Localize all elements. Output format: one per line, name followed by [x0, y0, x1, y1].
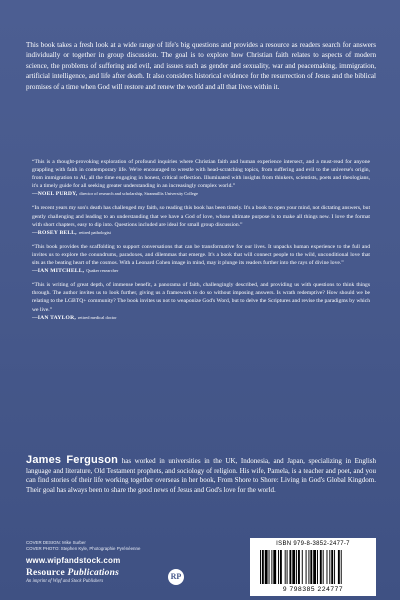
publisher-block [26, 568, 119, 585]
barcode-bar [260, 550, 261, 584]
barcode-digits: 9 798385 224777 [282, 586, 344, 593]
barcode-bar [308, 550, 309, 584]
endorsement-text: “This is a thought-provoking exploration of profound inquiries where Christian faith and human experience intersect, and a must-read for anyone grappling with faith in contemporary life. We're encouraged to wrestle with head-scratching topics, from suffering and evil to the universe's origin, from immigration to AI, all the time engaging in honest, critical reflection. Illuminated with insights from thinkers, scientists, poets and theologians, it's a timely guide for all seeking greater understanding in an increasingly complex world.” [32, 159, 370, 190]
endorsement-ian-mitchell [32, 243, 370, 275]
barcode-bar [278, 550, 279, 584]
barcode-bar [285, 550, 286, 584]
endorsements [32, 158, 370, 328]
barcode-bar [313, 550, 316, 584]
publisher-name-main: Resource [26, 568, 65, 578]
barcode-bar [323, 550, 324, 584]
endorsement-attribution [32, 267, 370, 275]
barcode-bar [338, 550, 340, 584]
barcode-bar [341, 550, 342, 584]
barcode-bar [327, 550, 328, 584]
barcode-bar [298, 550, 300, 584]
isbn-barcode [250, 538, 376, 596]
cover-design-credit: COVER DESIGN: Mike Surber [26, 540, 86, 545]
endorser-name: —IAN TAYLOR, [32, 314, 76, 321]
barcode-bar [320, 550, 322, 584]
endorsement-text: “This book provides the scaffolding to support conversations that can be transformative for our lives. It unpacks human experience to the full and invites us to explore the conundrums, paradoxes, and dilemmas that emerge. It's a book that will connect people to the wild, unconditional love that sits as the beating heart of the cosmos. With a Leonard Cohen image in mind, may it plunge its readers further into the rays of divine love.” [32, 243, 370, 267]
endorser-role: retired medical doctor [77, 314, 117, 320]
endorser-role: Quaker researcher [86, 268, 119, 274]
barcode-bar [289, 550, 291, 584]
endorser-name: —IAN MITCHELL, [32, 268, 85, 275]
cover-photo-credit: COVER PHOTO: Stephen Kyle, Photographie Pyrénéenne [26, 546, 141, 551]
isbn-label: ISBN 979-8-3852-2477-7 [276, 541, 350, 547]
book-description: This book takes a fresh look at a wide range of life's big questions and provides a resource as readers search for answers individually or together in group discussion. The goal is to explore how Christian faith relates to aspects of modern science, the problems of suffering and evil, and issues such as gender and sexuality, war and peacemaking, immigration, artificial intelligence, and life after death. It also considers historical evidence for the resurrection of Jesus and the biblical promises of a time when God will restore and renew the world and all that lives within it. [26, 41, 376, 91]
barcode-icon [260, 550, 366, 584]
endorsement-attribution [32, 190, 370, 198]
barcode-bar [329, 550, 330, 584]
publisher-logo-icon: RP [168, 569, 184, 585]
barcode-bar [317, 550, 318, 584]
barcode-bar [273, 550, 276, 584]
endorsement-rosey-bell [32, 204, 370, 236]
barcode-bar [280, 550, 282, 584]
endorser-role: director of research and scholarship, Stranmillis University College [79, 191, 198, 197]
author-bio-text: has worked in universities in the UK, Indonesia, and Japan, specializing in English language and literature, Old Testament prophets, and sociology of religion. His wife, Pamela, is a teacher and poet, and you can find stories of their life working together overseas in her book, From Shore to Shore: Living in God's Global Kingdom. Their goal has always been to share the good news of Jesus and God's love for the world. [26, 457, 376, 495]
endorsement-text: “This is writing of great depth, of immense benefit, a panorama of faith, challengingly described, and providing us with questions to think things through. The author invites us to look further, giving us a framework to do so without imposing answers. Is wrath redemptive? How should we be relating to the LGBTQ+ community? The book invites us not to weaponize God's Word, but to delve the Scriptures and revise the paradigms by which we live.” [32, 282, 370, 313]
publisher-imprint: An imprint of Wipf and Stock Publishers [26, 579, 104, 584]
publisher-name-italic: Publications [67, 568, 119, 578]
endorser-name: —ROSEY BELL, [32, 229, 77, 236]
endorsement-attribution [32, 314, 370, 322]
endorsement-attribution [32, 229, 370, 237]
barcode-bar [306, 550, 307, 584]
publisher-website[interactable]: www.wipfandstock.com [26, 556, 121, 565]
barcode-bar [310, 550, 312, 584]
barcode-bar [262, 550, 264, 584]
barcode-bar [287, 550, 288, 584]
barcode-bar [271, 550, 272, 584]
cover-credits [26, 540, 140, 552]
barcode-bar [269, 550, 270, 584]
publisher-name [26, 568, 119, 579]
barcode-bar [296, 550, 297, 584]
barcode-bar [331, 550, 333, 584]
endorser-name: —NOEL PURDY, [32, 191, 78, 198]
endorser-role: retired pathologist [78, 229, 111, 235]
barcode-bar [292, 550, 295, 584]
endorsement-text: “In recent years my son's death has challenged my faith, so reading this book has been timely. It's a book to open your mind, not dictating answers, but gently challenging and leading to an understanding that we have a God of love, whose ultimate purpose is to make all things new. I love the format with short chapters, easy to dip into. Questions included are ideal for small group discussion.” [32, 205, 370, 228]
barcode-bar [265, 550, 268, 584]
author-bio [26, 456, 376, 496]
author-name: James Ferguson [26, 454, 119, 466]
barcode-bar [334, 550, 335, 584]
barcode-bar [302, 550, 303, 584]
endorsement-ian-taylor [32, 281, 370, 321]
endorsement-noel-purdy [32, 158, 370, 198]
